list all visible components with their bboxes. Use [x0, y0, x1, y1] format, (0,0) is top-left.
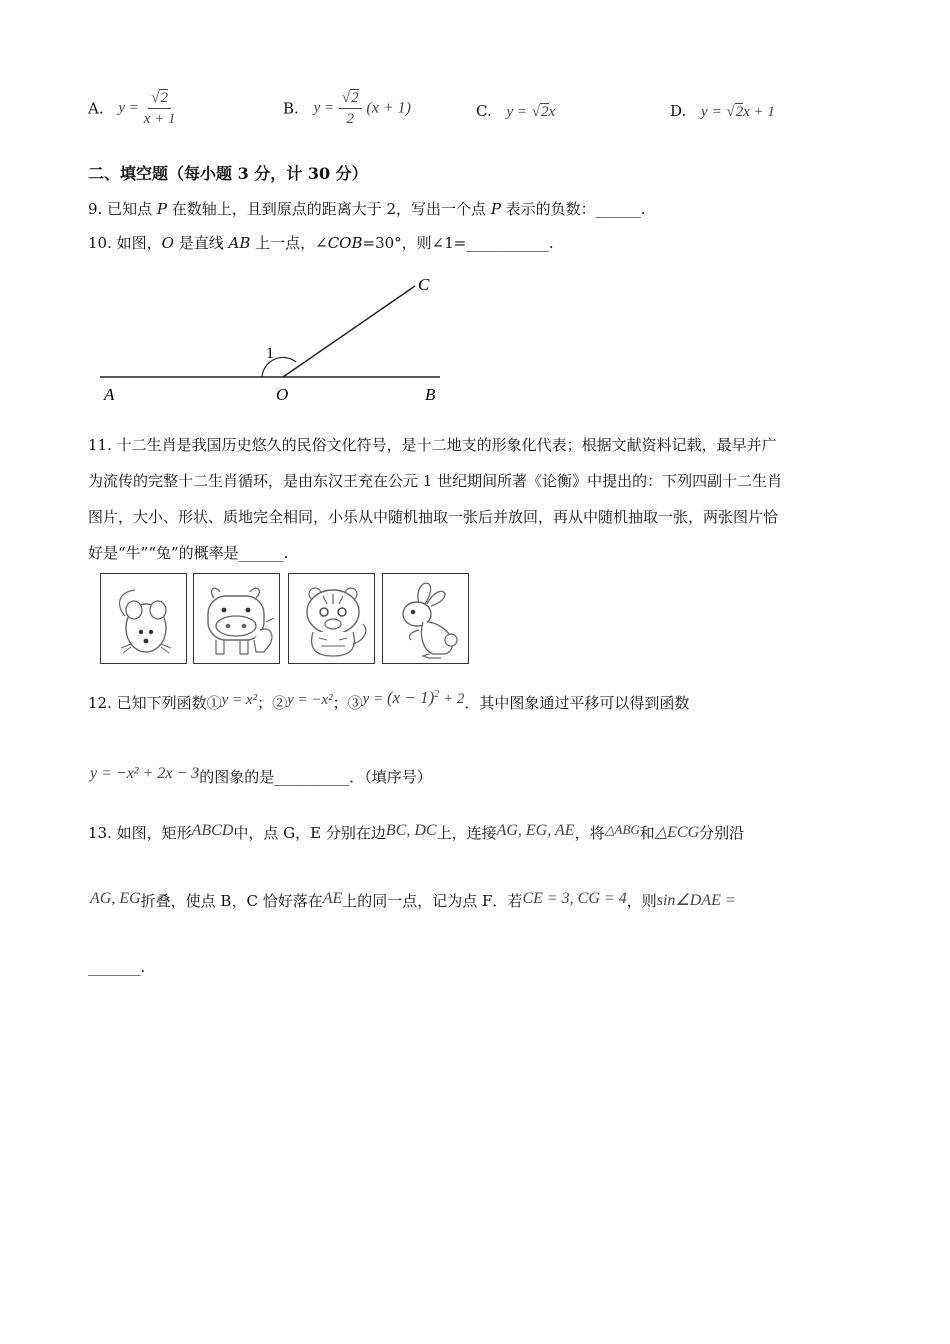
- q13-triangle-ecg: △ECG: [654, 824, 700, 841]
- q9-point-p: P: [156, 200, 167, 218]
- q13-answer-blank: _______.: [88, 958, 146, 976]
- q13-segments: AG, EG, AE: [496, 822, 575, 839]
- q12-sep-2: ；③: [332, 694, 363, 712]
- option-d-radicand: 2: [735, 104, 744, 120]
- option-a-denominator: x + 1: [143, 111, 176, 127]
- label-angle-1: 1: [266, 345, 274, 362]
- label-o: O: [276, 385, 289, 404]
- q13-fold-lines: AG, EG: [90, 890, 141, 907]
- ray-oc: [283, 286, 415, 377]
- q12-sep-1: ；②: [257, 694, 288, 712]
- q13-text-9: ，则: [626, 892, 657, 910]
- option-c-tail: x: [548, 104, 556, 120]
- question-12-line-2: [90, 766, 432, 787]
- option-b: [283, 88, 411, 129]
- q11-line-2: 为流传的完整十二生肖循环，是由东汉王充在公元 1 世纪期间所著《论衡》中提出的：下列四副十二生肖: [88, 472, 783, 490]
- option-c-y: y =: [506, 104, 528, 120]
- q9-answer-blank: ______.: [595, 200, 646, 218]
- q11-line-4: 好是“牛”“兔”的概率是______.: [88, 544, 289, 562]
- label-b: B: [425, 385, 436, 404]
- label-c: C: [418, 275, 430, 294]
- option-d: D. y = √2x + 1: [670, 102, 775, 120]
- q13-text-5: 和: [639, 824, 655, 842]
- q12-prefix: 12. 已知下列函数①: [88, 694, 222, 712]
- q12-function-3-base: (x − 1): [386, 688, 435, 707]
- q12-function-1: y = x²: [221, 692, 258, 708]
- q10-point-o: O: [161, 234, 174, 252]
- q10-angle-cob: COB: [327, 234, 363, 252]
- q12-suffix: ．其中图象通过平移可以得到函数: [464, 694, 690, 712]
- picture-mouse: [100, 573, 187, 664]
- q13-text-7: 折叠，使点 B，C 恰好落在: [140, 892, 323, 910]
- option-a-fraction: $\frac{√2}{x + 1}$: [143, 90, 176, 127]
- question-13: [88, 822, 744, 852]
- q10-answer-blank: ___________.: [466, 234, 554, 252]
- option-a: [88, 88, 175, 129]
- q13-given-lengths: CE = 3, CG = 4: [522, 890, 627, 907]
- q10-text-2: 是直线: [173, 234, 229, 252]
- q10-line-ab: AB: [228, 234, 251, 252]
- option-c-radicand: 2: [541, 104, 549, 120]
- rabbit-icon: [383, 574, 470, 665]
- q13-text-2: 中，点 G，E 分别在边: [233, 824, 386, 842]
- q10-text-3: 上一点，∠: [250, 234, 328, 252]
- option-d-tail: x + 1: [743, 104, 775, 120]
- option-b-y: y =: [313, 100, 335, 116]
- option-a-label: A.: [88, 99, 104, 118]
- option-c-label: C.: [476, 102, 492, 120]
- q13-text-8: 上的同一点，记为点 F．若: [342, 892, 523, 910]
- q13-text-1: 13. 如图，矩形: [88, 824, 192, 842]
- q12-function-3-exp: 2: [434, 689, 440, 700]
- option-a-numerator: 2: [160, 90, 168, 106]
- q12-target-function: y = −x² + 2x − 3: [90, 765, 200, 782]
- q10-text-4: =30°，则∠1=: [362, 234, 467, 252]
- q13-rect-abcd: ABCD: [191, 822, 234, 839]
- q12-function-3: [362, 688, 465, 707]
- q10-text-1: 10. 如图，: [88, 234, 162, 252]
- angle-figure: [90, 268, 460, 408]
- q12-function-3-rest: + 2: [439, 691, 465, 707]
- option-d-y: y =: [701, 104, 722, 120]
- q13-sides: BC, DC: [385, 822, 437, 839]
- question-10: [88, 232, 554, 253]
- q9-text-1: 9. 已知点: [88, 200, 157, 218]
- option-b-tail: (x + 1): [366, 99, 411, 117]
- question-11: [88, 427, 868, 571]
- q11-line-1: 11. 十二生肖是我国历史悠久的民俗文化符号，是十二地支的形象化代表；根据文献资料记载，最早并广: [88, 436, 777, 454]
- question-12: [88, 688, 690, 713]
- option-b-fraction: $\frac{√2}{2}$: [339, 88, 362, 129]
- q13-text-4: ，将: [574, 824, 605, 842]
- q12-tail: 的图象的是__________．（填序号）: [199, 768, 432, 786]
- option-d-label: D.: [670, 102, 687, 120]
- q13-text-3: 上，连接: [436, 824, 497, 842]
- q12-function-3-lhs: y =: [362, 691, 387, 707]
- q12-function-2: y = −x²: [287, 692, 333, 708]
- q9-point-p-2: P: [490, 200, 501, 218]
- option-b-denominator: 2: [346, 111, 354, 127]
- picture-rabbit: [382, 573, 469, 664]
- q13-triangle-abg: △ABG: [604, 822, 640, 837]
- picture-ox: [193, 573, 280, 664]
- q9-text-3: 表示的负数：: [500, 200, 596, 218]
- picture-tiger: [288, 573, 375, 664]
- question-13-line-2: [90, 890, 736, 920]
- option-c: C. y = √2x: [476, 102, 556, 120]
- option-b-label: B.: [283, 99, 299, 118]
- mouse-icon: [101, 574, 188, 665]
- q9-text-2: 在数轴上，且到原点的距离大于 2，写出一个点: [166, 200, 491, 218]
- q13-sin-expression: sin∠DAE =: [656, 892, 736, 909]
- q13-text-6: 分别沿: [699, 824, 745, 842]
- q11-line-3: 图片，大小、形状、质地完全相同，小乐从中随机抽取一张后并放回，再从中随机抽取一张，两张图片恰: [88, 508, 779, 526]
- question-9: [88, 198, 645, 219]
- tiger-icon: [289, 574, 376, 665]
- option-b-numerator: 2: [351, 90, 359, 106]
- ox-icon: [194, 574, 281, 665]
- q13-segment-ae: AE: [322, 890, 343, 907]
- label-a: A: [104, 385, 115, 404]
- option-a-y: y =: [118, 100, 139, 116]
- section-title: 二、填空题（每小题 3 分，计 30 分）: [88, 164, 368, 183]
